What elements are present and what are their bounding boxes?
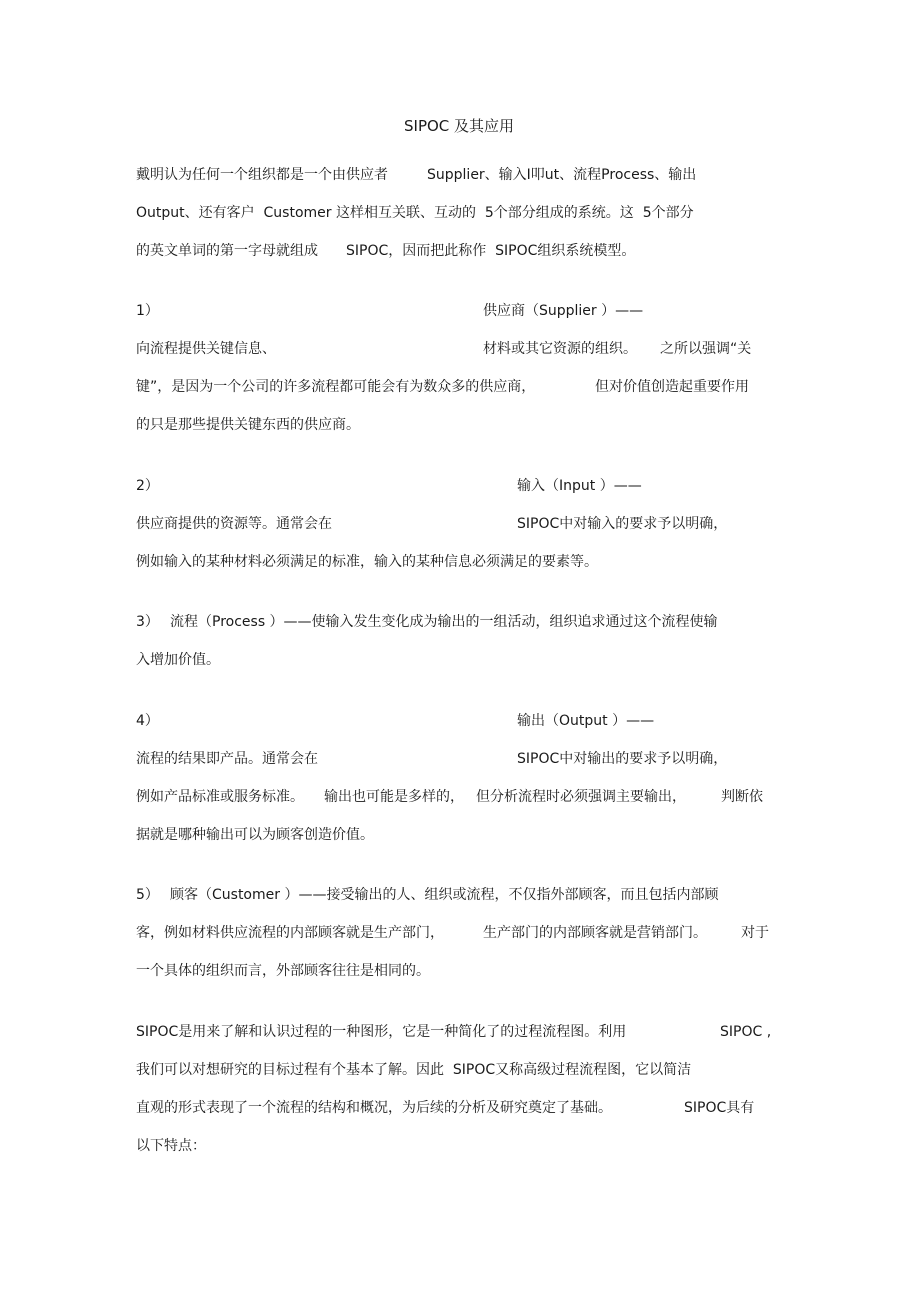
summary-line-3b: SIPOC具有	[684, 1100, 755, 1116]
section-4-number: 4）	[136, 713, 159, 729]
section-1-line-2b: 但对价值创造起重要作用	[595, 379, 749, 395]
section-5-line-2b: 生产部门的内部顾客就是营销部门。	[483, 925, 707, 941]
section-5-line-3: 一个具体的组织而言，外部顾客往往是相同的。	[136, 963, 430, 979]
section-2-line-1b: SIPOC中对输入的要求予以明确，	[517, 516, 728, 532]
summary-line-1a: SIPOC是用来了解和认识过程的一种图形，它是一种简化了的过程流程图。利用	[136, 1024, 627, 1040]
section-1-line-1c: 之所以强调“关	[660, 341, 752, 357]
intro-line-3b: SIPOC，因而把此称作 SIPOC组织系统模型。	[346, 243, 636, 259]
section-4-heading: 输出（Output ）——	[517, 713, 655, 729]
summary-line-2: 我们可以对想研究的目标过程有个基本了解。因此 SIPOC又称高级过程流程图，它以简洁	[136, 1062, 692, 1078]
section-4-line-1a: 流程的结果即产品。通常会在	[136, 751, 318, 767]
section-4-line-2a: 例如产品标准或服务标准。	[136, 789, 304, 805]
section-1-line-1b: 材料或其它资源的组织。	[483, 341, 637, 357]
summary-line-1b: SIPOC ,	[720, 1024, 772, 1040]
section-3-line-2: 入增加价值。	[136, 652, 220, 668]
section-5-line-2c: 对于	[741, 925, 769, 941]
section-5-line-1: 顾客（Customer ）——接受输出的人、组织或流程，不仅指外部顾客，而且包括内部顾	[170, 887, 719, 903]
intro-line-1b: Supplier、输入I叩ut、流程Process、输出	[427, 167, 697, 183]
summary-line-4: 以下特点：	[136, 1138, 206, 1154]
section-2-heading: 输入（Input ）——	[517, 478, 642, 494]
summary-line-3a: 直观的形式表现了一个流程的结构和概况，为后续的分析及研究奠定了基础。	[136, 1100, 612, 1116]
section-3-line-1: 流程（Process ）——使输入发生变化成为输出的一组活动，组织追求通过这个流程使输	[170, 614, 718, 630]
section-2-line-2: 例如输入的某种材料必须满足的标准，输入的某种信息必须满足的要素等。	[136, 554, 598, 570]
section-2-number: 2）	[136, 478, 159, 494]
document-title: SIPOC 及其应用	[404, 117, 515, 135]
section-4-line-2d: 判断依	[721, 789, 763, 805]
intro-line-2: Output、还有客户 Customer 这样相互关联、互动的 5个部分组成的系统。这 5个部分	[136, 205, 694, 221]
section-5-line-2a: 客，例如材料供应流程的内部顾客就是生产部门，	[136, 925, 444, 941]
intro-line-1a: 戴明认为任何一个组织都是一个由供应者	[136, 167, 388, 183]
section-5-number: 5）	[136, 887, 159, 903]
section-1-line-2a: 键”，是因为一个公司的许多流程都可能会有为数众多的供应商，	[136, 379, 536, 395]
section-1-number: 1）	[136, 303, 159, 319]
section-1-line-1a: 向流程提供关键信息、	[136, 341, 276, 357]
section-4-line-3: 据就是哪种输出可以为顾客创造价值。	[136, 827, 374, 843]
section-1-heading: 供应商（Supplier ）——	[483, 303, 644, 319]
intro-line-3a: 的英文单词的第一字母就组成	[136, 243, 318, 259]
section-3-number: 3）	[136, 614, 159, 630]
section-1-line-3: 的只是那些提供关键东西的供应商。	[136, 417, 360, 433]
section-4-line-2c: 但分析流程时必须强调主要输出，	[476, 789, 686, 805]
section-4-line-2b: 输出也可能是多样的，	[324, 789, 464, 805]
section-4-line-1b: SIPOC中对输出的要求予以明确，	[517, 751, 728, 767]
section-2-line-1a: 供应商提供的资源等。通常会在	[136, 516, 332, 532]
